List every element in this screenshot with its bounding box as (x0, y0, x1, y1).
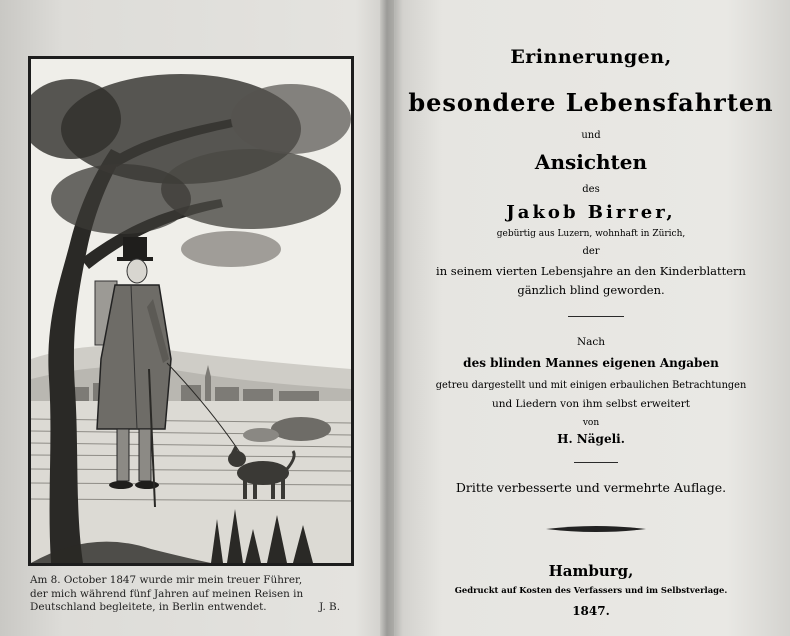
detail-line-1: getreu dargestellt und mit einigen erbaulichen Betrachtungen (435, 380, 747, 391)
word-nach: Nach (576, 336, 606, 348)
word-der: der (582, 246, 600, 257)
frontispiece-plate (28, 56, 354, 566)
word-des: des (582, 184, 600, 195)
divider-1 (568, 316, 624, 317)
book-title: Erinnerungen, (510, 46, 672, 68)
book-subtitle: besondere Lebensfahrten (408, 88, 774, 117)
caption-initials: J. B. (319, 601, 340, 614)
word-von: von (582, 418, 600, 428)
author-origin: gebürtig aus Luzern, wohnhaft in Zürich, (496, 229, 686, 239)
title-page (392, 0, 790, 636)
caption-line-1: Am 8. October 1847 wurde mir mein treuer Führer, (30, 574, 303, 586)
publication-city: Hamburg, (548, 562, 634, 580)
detail-line-2: und Liedern von ihm selbst erweitert (491, 398, 691, 410)
caption-line-2: der mich während fünf Jahren auf meinen Reisen in (30, 587, 304, 600)
word-und: und (581, 130, 601, 141)
frontispiece-caption (30, 574, 354, 615)
publisher-line: Gedruckt auf Kosten des Verfassers und im Selbstverlage. (454, 585, 728, 595)
edition-line: Dritte verbesserte und vermehrte Auflage. (455, 480, 727, 495)
source-line: des blinden Mannes eigenen Angaben (463, 356, 719, 370)
publication-year: 1847. (572, 604, 610, 618)
frontispiece-engraving (31, 59, 351, 563)
description-line-1: in seinem vierten Lebensjahre an den Kinderblattern (436, 264, 746, 278)
left-page (0, 0, 388, 636)
caption-line-3: Deutschland begleitete, in Berlin entwendet. (30, 601, 267, 614)
author-name: Jakob Birrer, (506, 202, 676, 223)
word-ansichten: Ansichten (534, 150, 648, 174)
divider-2 (574, 462, 618, 463)
editor-name: H. Nägeli. (557, 432, 625, 446)
ornament-divider-icon (546, 524, 646, 534)
description-line-2: gänzlich blind geworden. (517, 283, 665, 297)
